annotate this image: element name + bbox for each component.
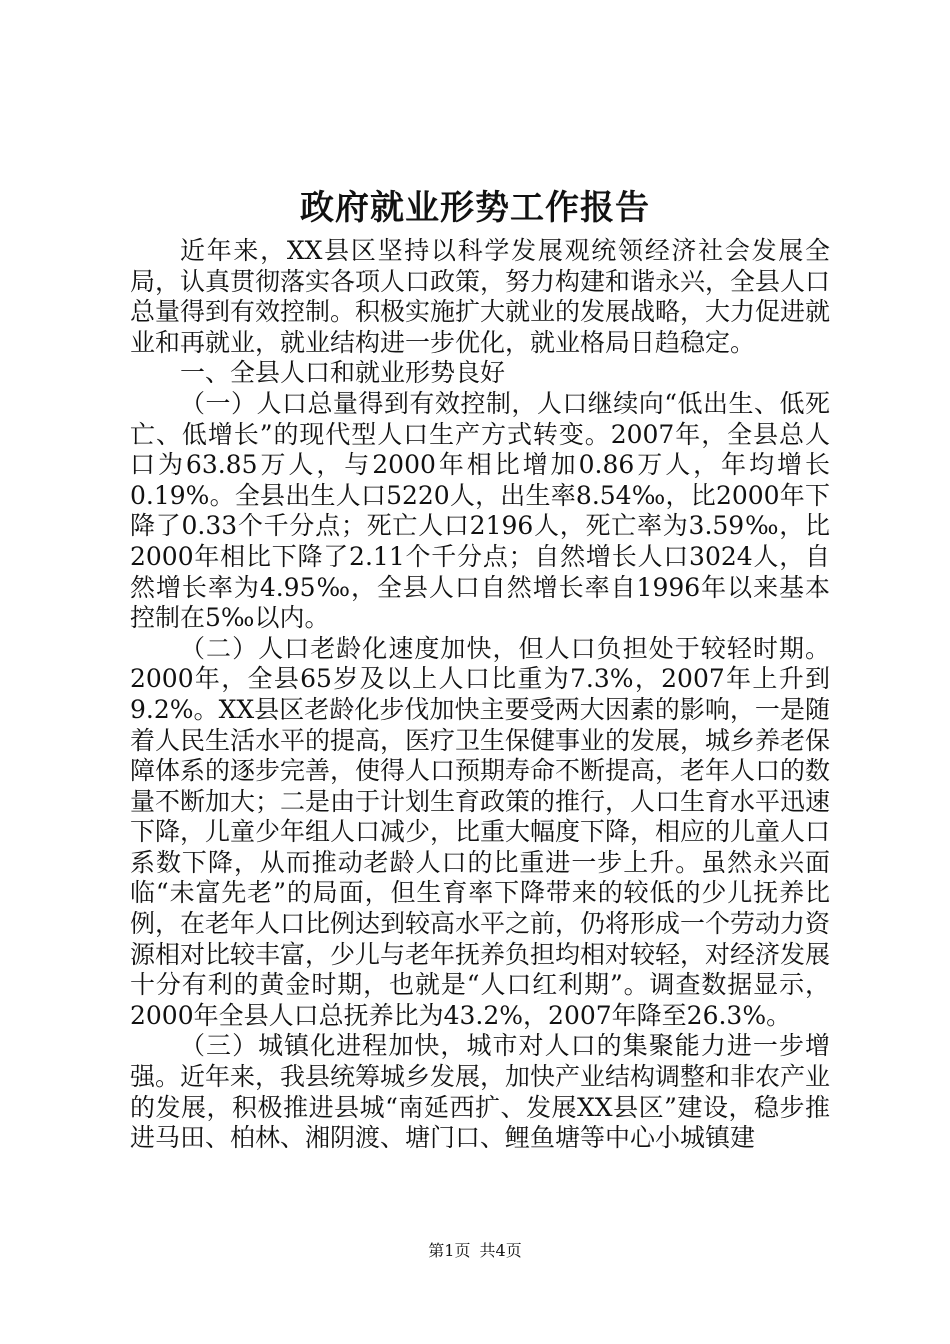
page-footer: 第1页 共4页	[428, 1241, 522, 1260]
paragraph-population-total: （一）人口总量得到有效控制，人口继续向“低出生、低死亡、低增长”的现代型人口生产方式转变。2007年，全县总人口为63.85万人，与2000年相比增加0.86万人，年均增长0.19%。全县出生人口5220人，出生率8.54‰，比2000年下降了0.33个千分点；死亡人口2196人，死亡率为3.59‰，比2000年相比下降了2.11个千分点；自然增长人口3024人，自然增长率为4.95‰，全县人口自然增长率自1996年以来基本控制在5‰以内。	[130, 388, 830, 633]
document-title: 政府就业形势工作报告	[300, 188, 650, 228]
paragraph-intro: 近年来，XX县区坚持以科学发展观统领经济社会发展全局，认真贯彻落实各项人口政策，努力构建和谐永兴，全县人口总量得到有效控制。积极实施扩大就业的发展战略，大力促进就业和再就业，就业结构进一步优化，就业格局日趋稳定。	[130, 236, 831, 357]
section-heading-1: 一、全县人口和就业形势良好	[180, 358, 506, 388]
document-body	[130, 236, 830, 1154]
paragraph-aging: （二）人口老龄化速度加快，但人口负担处于较轻时期。2000年，全县65岁及以上人口比重为7.3%，2007年上升到9.2%。XX县区老龄化步伐加快主要受两大因素的影响，一是随着人民生活水平的提高，医疗卫生保健事业的发展，城乡养老保障体系的逐步完善，使得人口预期寿命不断提高，老年人口的数量不断加大；二是由于计划生育政策的推行，人口生育水平迅速下降，儿童少年组人口减少，比重大幅度下降，相应的儿童人口系数下降，从而推动老龄人口的比重进一步上升。虽然永兴面临“未富先老”的局面，但生育率下降带来的较低的少儿抚养比例，在老年人口比例达到较高水平之前，仍将形成一个劳动力资源相对比较丰富，少儿与老年抚养负担均相对较轻，对经济发展十分有利的黄金时期，也就是“人口红利期”。调查数据显示，2000年全县人口总抚养比为43.2%，2007年降至26.3%。	[130, 633, 831, 1030]
paragraph-urbanization: （三）城镇化进程加快，城市对人口的集聚能力进一步增强。近年来，我县统筹城乡发展，加快产业结构调整和非农产业的发展，积极推进县城“南延西扩、发展XX县区”建设，稳步推进马田、柏林、湘阴渡、塘门口、鲤鱼塘等中心小城镇建	[130, 1031, 831, 1153]
